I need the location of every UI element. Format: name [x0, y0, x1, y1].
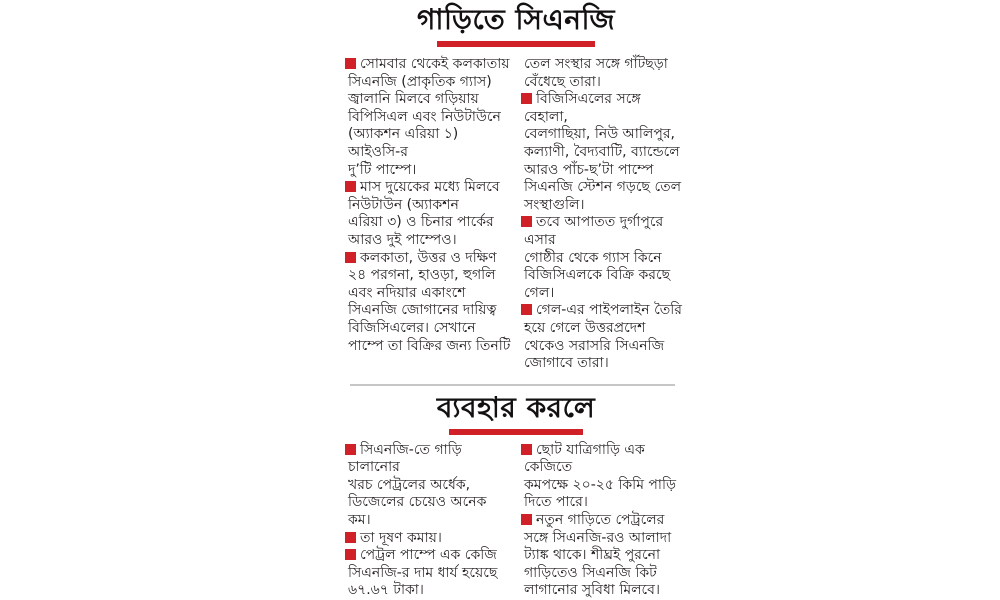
bullet-square-icon	[521, 514, 532, 525]
text-line: ট্যাঙ্ক থাকে। শীঘ্রই পুরনো	[524, 547, 661, 564]
section-cng-in-cars	[344, 0, 688, 373]
bullet-item	[520, 302, 688, 372]
text-line: সিএনজি-র দাম ধার্য হয়েছে	[348, 564, 498, 581]
bullet-square-icon	[345, 58, 356, 69]
text-line: বিজিসিএলকে বিক্রি করছে	[524, 267, 671, 284]
text-line: বিপিসিএল এবং নিউটাউনে	[348, 108, 501, 125]
bullet-item	[344, 530, 512, 548]
bullet-square-icon	[345, 444, 356, 455]
bullet-item	[520, 56, 688, 91]
section-title: ব্যবহার করলে	[436, 390, 596, 424]
left-column	[344, 442, 512, 600]
bullet-item	[520, 91, 688, 214]
text-line: সিএনজি (প্রাকৃতিক গ্যাস)	[348, 73, 492, 90]
text-line: ছোট যাত্রিগাড়ি এক কেজিতে	[524, 442, 688, 477]
text-line: মাস দুয়েকের মধ্যে মিলবে	[348, 179, 512, 197]
text-line: কম।	[348, 512, 371, 529]
text-line: কমপক্ষে ২০-২৫ কিমি পাড়ি	[524, 476, 676, 493]
bullet-item	[344, 442, 512, 530]
text-line: পেট্রল পাম্পে এক কেজি	[348, 547, 512, 565]
text-line: বেলগাছিয়া, নিউ আলিপুর,	[524, 126, 675, 143]
left-column	[344, 56, 512, 373]
text-line: গেল।	[524, 284, 555, 301]
text-line: কলকাতা, উত্তর ও দক্ষিণ	[348, 250, 512, 268]
text-line: দু’টি পাম্পে।	[348, 161, 417, 178]
text-line: গেল-এর পাইপলাইন তৈরি	[524, 302, 688, 320]
text-line: আরও পাঁচ-ছ’টা পাম্পে	[524, 161, 654, 178]
text-line: বিজিসিএলের। সেখানে	[348, 319, 476, 336]
bullet-square-icon	[345, 181, 356, 192]
section-if-used	[344, 386, 688, 600]
bullet-square-icon	[521, 444, 532, 455]
text-line: লাগানোর সুবিধা মিলবে।	[524, 582, 660, 599]
bullet-square-icon	[345, 252, 356, 263]
text-line: পাম্পে তা বিক্রির জন্য তিনটি	[348, 337, 511, 354]
text-line: থেকেও সরাসরি সিএনজি	[524, 337, 665, 354]
right-column	[520, 56, 688, 373]
right-column	[520, 442, 688, 600]
bullet-square-icon	[521, 304, 532, 315]
text-line: নতুন গাড়িতে পেট্রলের	[524, 512, 688, 530]
bullet-square-icon	[345, 532, 356, 543]
text-line: জ্বালানি মিলবে গড়িয়ায়	[348, 91, 479, 108]
bullet-square-icon	[521, 216, 532, 227]
bullet-item	[520, 512, 688, 600]
text-line: দিতে পারে।	[524, 494, 588, 511]
section-title: গাড়িতে সিএনজি	[416, 3, 616, 36]
title-underline	[449, 429, 583, 435]
bullet-item	[344, 179, 512, 249]
bullet-square-icon	[345, 549, 356, 560]
text-line: সংস্থাগুলি।	[524, 196, 585, 213]
bullet-item	[344, 547, 512, 600]
text-line: তা দূষণ কমায়।	[348, 530, 512, 548]
text-line: আইওসি-র	[348, 143, 408, 160]
text-line: সঙ্গে সিএনজি-রও আলাদা	[524, 529, 672, 546]
text-line: হয়ে গেলে উত্তরপ্রদেশ	[524, 319, 646, 336]
text-line: ২৪ পরগনা, হাওড়া, হুগলি	[348, 267, 496, 284]
text-line: কল্যাণী, বৈদ্যবাটি, ব্যান্ডেলে	[524, 143, 680, 160]
text-line: সোমবার থেকেই কলকাতায়	[348, 56, 512, 74]
text-line: আরও দুই পাম্পেও।	[348, 231, 457, 248]
article-content	[344, 0, 688, 600]
text-line: নিউটাউন (অ্যাকশন	[348, 196, 459, 213]
text-line: সিএনজি-তে গাড়ি চালানোর	[348, 442, 512, 477]
two-column-text	[344, 56, 688, 373]
bullet-item	[520, 442, 688, 512]
text-line: এবং নদিয়ার একাংশে	[348, 284, 466, 301]
bullet-item	[520, 214, 688, 302]
text-line: গোষ্ঠীর থেকে গ্যাস কিনে	[524, 249, 662, 266]
text-line: বেঁধেছে তারা।	[524, 73, 601, 90]
bullet-square-icon	[521, 93, 532, 104]
text-line: এরিয়া ৩) ও চিনার পার্কের	[348, 214, 494, 231]
text-line: ৬৭.৬৭ টাকা।	[348, 582, 424, 599]
text-line: ডিজেলের চেয়েও অনেক	[348, 494, 487, 511]
text-line: সিএনজি জোগানের দায়িত্ব	[348, 302, 497, 319]
text-line: তেল সংস্থার সঙ্গে গাঁটছড়া	[524, 56, 668, 72]
bullet-item	[344, 56, 512, 179]
text-line: (অ্যাকশন এরিয়া ১)	[348, 126, 459, 143]
two-column-text	[344, 442, 688, 600]
text-line: জোগাবে তারা।	[524, 355, 609, 372]
text-line: গাড়িতেও সিএনজি কিট	[524, 564, 657, 581]
title-underline	[437, 41, 595, 47]
text-line: তবে আপাতত দুর্গাপুরে এসার	[524, 214, 688, 249]
text-line: সিএনজি স্টেশন গড়ছে তেল	[524, 179, 682, 196]
text-line: খরচ পেট্রলের অর্ধেক,	[348, 476, 471, 493]
bullet-item	[344, 250, 512, 356]
text-line: বিজিসিএলের সঙ্গে বেহালা,	[524, 91, 688, 126]
